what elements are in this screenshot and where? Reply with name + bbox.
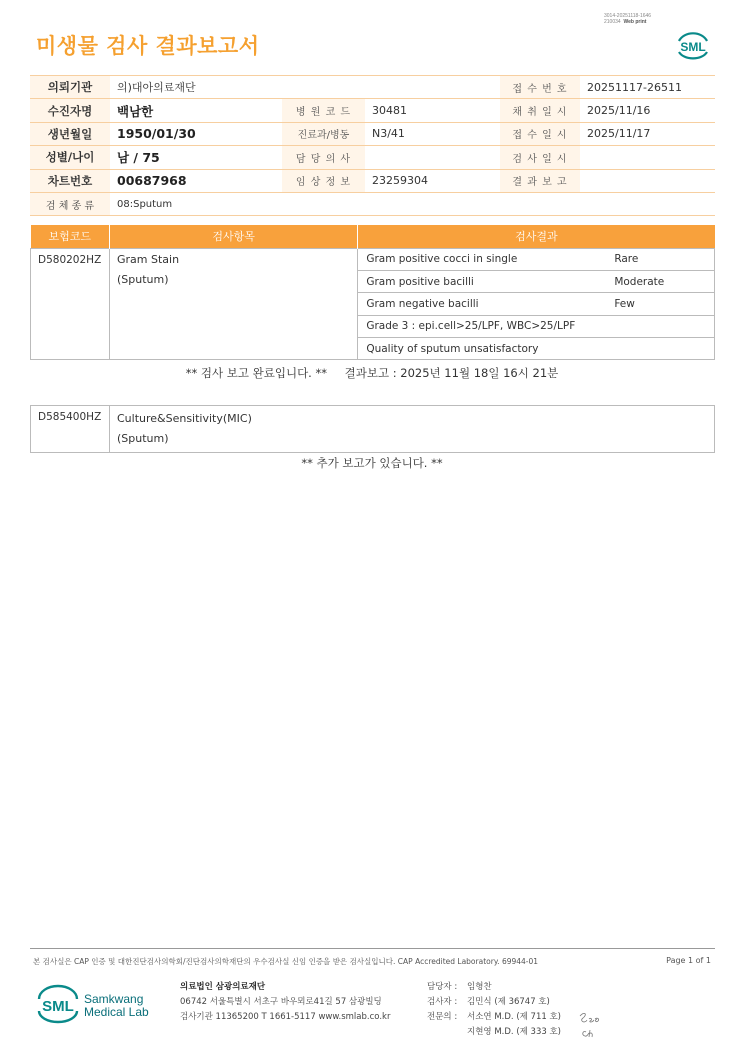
svg-text:SML: SML: [680, 40, 706, 54]
print-id-number: 3014-20251118-1646: [604, 13, 652, 19]
sex-age-value: 남 / 75: [110, 146, 282, 169]
result-row: [358, 338, 715, 360]
requester-value: 의)대아의료재단: [110, 76, 500, 99]
org-info: [180, 980, 390, 1025]
label-name: 수진자명: [30, 99, 110, 122]
received-value: 2025/11/17: [580, 122, 715, 145]
chart-value: 00687968: [110, 169, 282, 192]
sml-logo: [673, 27, 713, 63]
culture-item: [109, 406, 714, 453]
staff-role: 전문의 :: [427, 1012, 458, 1022]
doctor-value: [365, 146, 500, 169]
result-name: Grade 3 : epi.cell>25/LPF, WBC>25/LPF: [366, 320, 576, 333]
collected-value: 2025/11/16: [580, 99, 715, 122]
staff-name: 서소연 M.D. (제 711 호): [467, 1012, 562, 1022]
report-time: 결과보고 : 2025년 11월 18일 16시 21분: [344, 366, 559, 380]
label-tested: 검 사 일 시: [500, 146, 580, 169]
header-insurance-code: 보험코드: [31, 225, 110, 248]
footer-divider: [30, 948, 715, 949]
org-address: 06742 서울특별시 서초구 바우뫼로41길 57 삼광빌딩: [180, 997, 382, 1007]
label-sex-age: 성별/나이: [30, 146, 110, 169]
result-name: Quality of sputum unsatisfactory: [366, 342, 539, 355]
label-clinical: 임 상 정 보: [282, 169, 365, 192]
info-row: [30, 192, 715, 215]
print-id: [604, 13, 651, 25]
staff-role: 검사자 :: [427, 997, 458, 1007]
result-value: Moderate: [614, 275, 665, 288]
staff-role: 담당자 :: [427, 982, 458, 992]
label-received: 접 수 일 시: [500, 122, 580, 145]
samkwang-logo: [36, 983, 154, 1027]
print-code: 210034: [604, 19, 621, 25]
label-collected: 채 취 일 시: [500, 99, 580, 122]
info-row: [30, 146, 715, 169]
page-number: Page 1 of 1: [666, 956, 711, 965]
web-print-label: Web print: [623, 19, 647, 25]
label-requester: 의뢰기관: [30, 76, 110, 99]
result-row: [358, 293, 715, 315]
gram-item-specimen: (Sputum): [116, 272, 169, 286]
clinical-value: 23259304: [365, 169, 500, 192]
table-row: [31, 406, 715, 453]
info-row: [30, 76, 715, 99]
dob-value: 1950/01/30: [110, 122, 282, 145]
complete-text: ** 검사 보고 완료입니다. **: [185, 366, 327, 380]
staff-name: 지현영 M.D. (제 333 호): [467, 1027, 562, 1037]
tested-value: [580, 146, 715, 169]
patient-name: 백남한: [110, 99, 282, 122]
org-contact: 검사기관 11365200 T 1661-5117 www.smlab.co.kr: [180, 1012, 391, 1022]
staff-name: 임형찬: [467, 982, 492, 992]
label-reg-no: 접 수 번 호: [500, 76, 580, 99]
reported-value: [580, 169, 715, 192]
label-dept: 진료과/병동: [282, 122, 365, 145]
logo-en-line1: Samkwang: [84, 992, 144, 1006]
gram-item: [109, 248, 357, 360]
staff-row: [427, 995, 561, 1010]
info-row: [30, 99, 715, 122]
gram-item-name: Gram Stain: [116, 252, 180, 266]
staff-name: 김민식 (제 36747 호): [467, 997, 550, 1007]
label-chart: 차트번호: [30, 169, 110, 192]
staff-row: [427, 1010, 561, 1025]
result-name: Gram negative bacilli: [366, 297, 479, 310]
dept-value: N3/41: [365, 122, 500, 145]
label-dob: 생년월일: [30, 122, 110, 145]
result-row: [358, 248, 715, 270]
culture-item-specimen: (Sputum): [116, 432, 169, 445]
svg-text:SML: SML: [42, 998, 74, 1015]
result-row: [358, 270, 715, 292]
culture-code: D585400HZ: [31, 406, 110, 453]
label-specimen: 검 체 종 류: [30, 192, 110, 215]
report-complete-note: [0, 365, 744, 381]
result-name: Gram positive bacilli: [366, 275, 474, 288]
org-name: 의료법인 삼광의료재단: [180, 982, 266, 992]
culture-table: [30, 405, 715, 453]
result-value: Few: [614, 297, 635, 310]
label-doctor: 담 당 의 사: [282, 146, 365, 169]
handwritten-signature: [576, 1008, 610, 1042]
report-title: 미생물 검사 결과보고서: [36, 34, 260, 58]
reg-no-value: 20251117-26511: [580, 76, 715, 99]
results-table: [30, 225, 715, 360]
certification-text: 본 검사실은 CAP 인증 및 대한진단검사의학회/진단검사의학재단의 우수검사실 신임 인증을 받은 검사실입니다. CAP Accredited Laboratory. 69944-01: [33, 957, 539, 966]
info-row: [30, 169, 715, 192]
logo-en-line2: Medical Lab: [84, 1005, 149, 1019]
label-reported: 결 과 보 고: [500, 169, 580, 192]
culture-item-name: Culture&Sensitivity(MIC): [116, 412, 252, 425]
staff-row: [427, 980, 561, 995]
specimen-value: 08:Sputum: [110, 192, 715, 215]
label-hosp-code: 병 원 코 드: [282, 99, 365, 122]
patient-info-table: [30, 75, 715, 216]
staff-role: [427, 1025, 467, 1040]
gram-code: D580202HZ: [31, 248, 110, 360]
result-row: [358, 315, 715, 337]
table-row: [31, 248, 715, 270]
result-value: Rare: [614, 253, 639, 266]
header-test-result: 검사결과: [358, 225, 715, 248]
additional-report-note: ** 추가 보고가 있습니다. **: [301, 456, 443, 470]
result-name: Gram positive cocci in single: [366, 253, 518, 266]
hosp-code-value: 30481: [365, 99, 500, 122]
info-row: [30, 122, 715, 145]
staff-row: [427, 1025, 561, 1040]
staff-list: [427, 980, 561, 1040]
results-header: [31, 225, 715, 248]
header-test-item: 검사항목: [109, 225, 357, 248]
